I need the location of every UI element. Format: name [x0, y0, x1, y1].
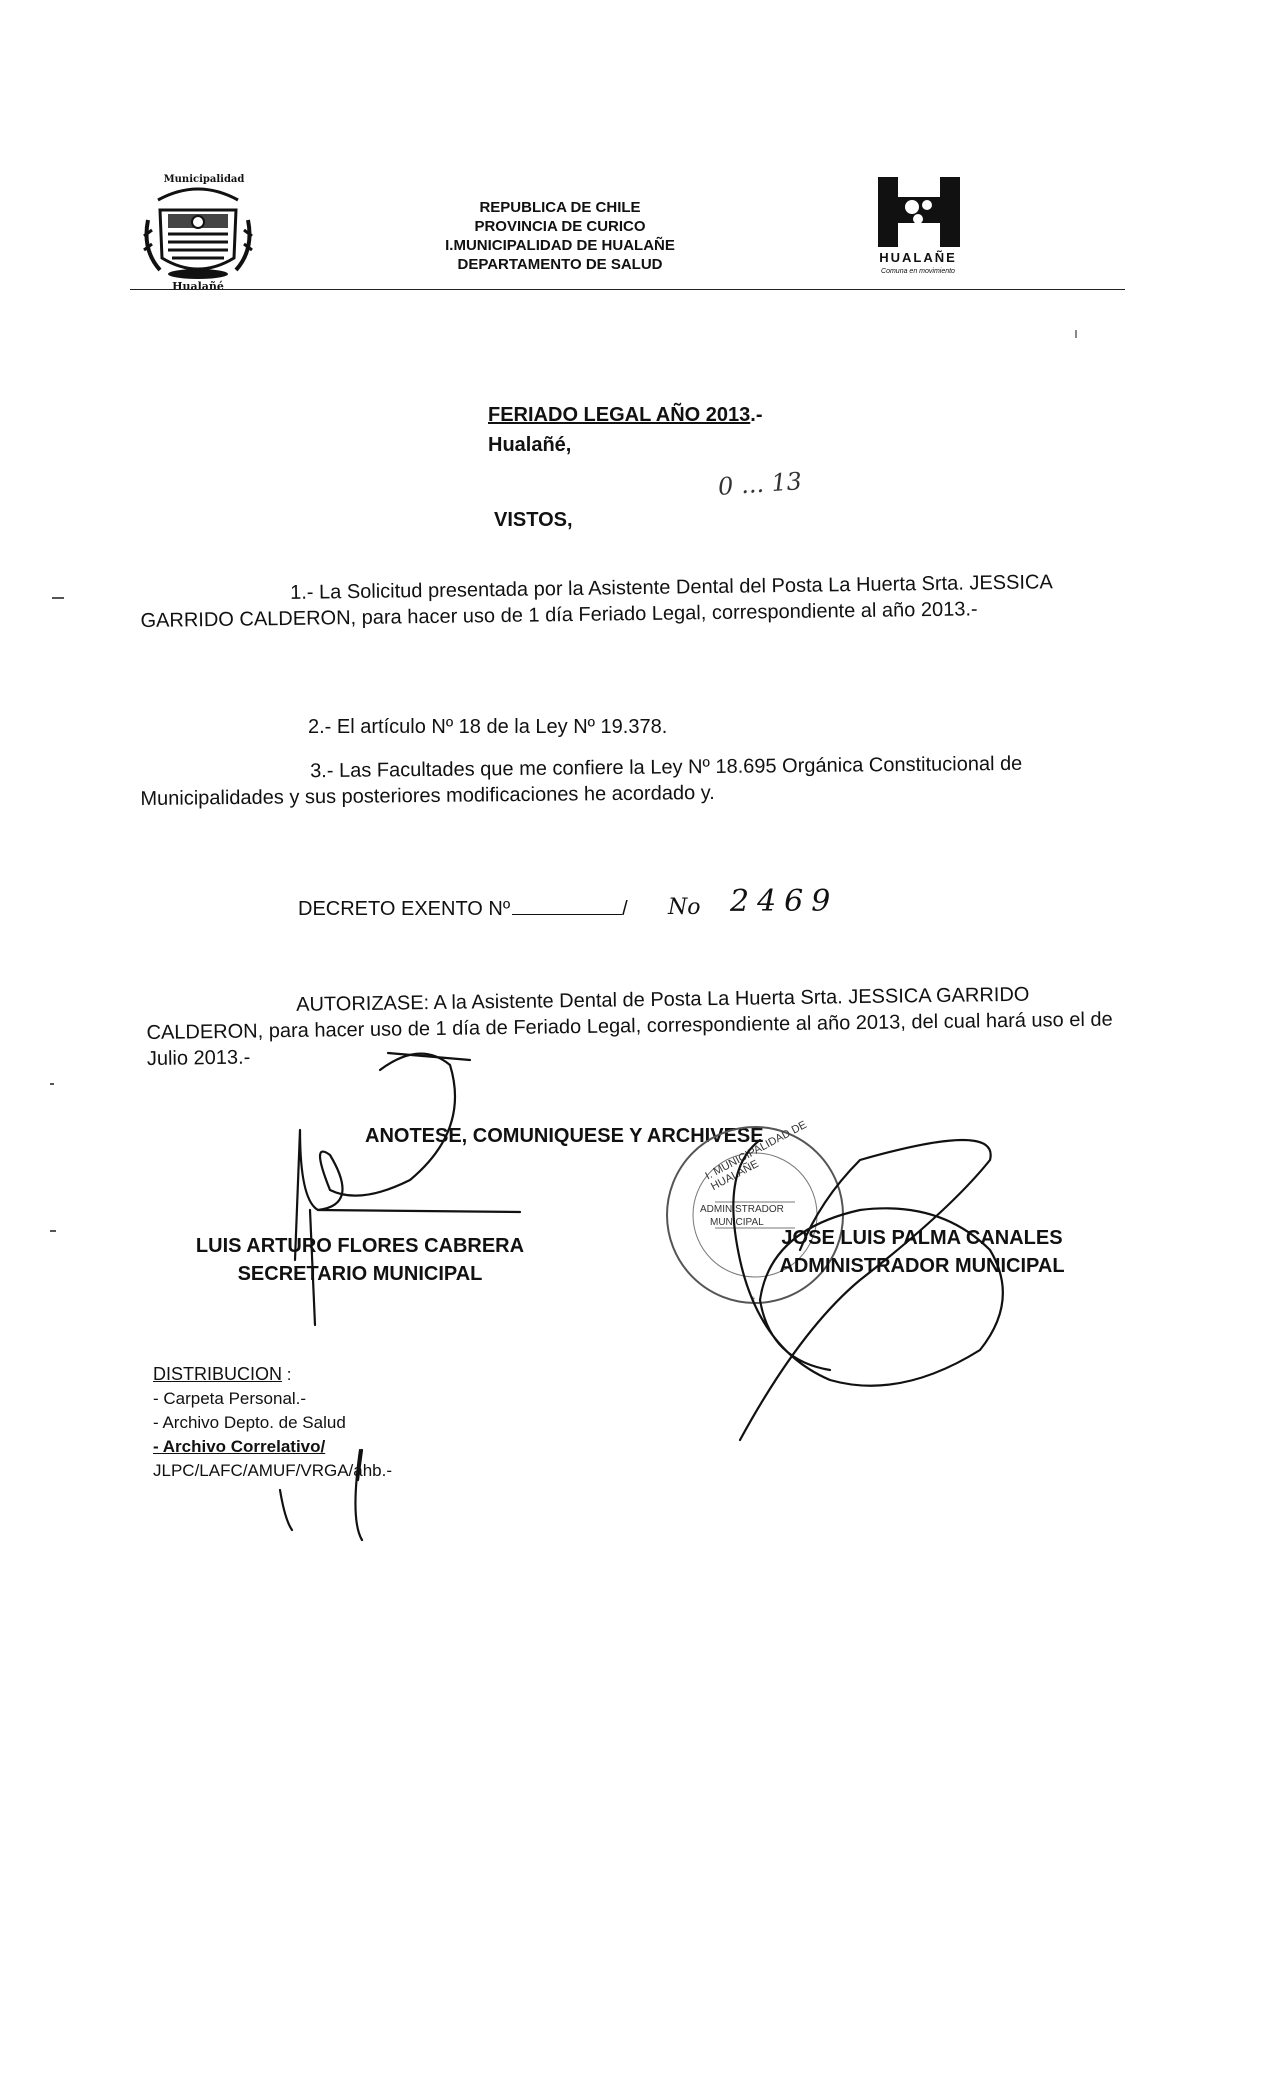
- item-2: 2.- El artículo Nº 18 de la Ley Nº 19.378.: [308, 716, 668, 738]
- decreto-label: DECRETO EXENTO Nº: [298, 898, 511, 920]
- autorizase-text: AUTORIZASE: A la Asistente Dental de Posta La Huerta Srta. JESSICA GARRIDO CALDERON, para hacer uso de 1 día de Feriado Legal, correspondiente al año 2013, del cual hará uso el de Julio 2013.-: [146, 983, 1113, 1070]
- left-signer-name: LUIS ARTURO FLORES CABRERA: [195, 1235, 525, 1257]
- stamp-ring-text: I. MUNICIPALIDAD DE HUALAÑE: [703, 1118, 809, 1193]
- margin-tick: [50, 1083, 54, 1085]
- distribution-heading-suffix: :: [282, 1365, 292, 1384]
- vistos-heading: VISTOS,: [494, 509, 573, 531]
- stamp-center-line1: ADMINISTRADOR: [700, 1204, 784, 1215]
- distribution-item-bold: - Archivo Correlativo/: [153, 1437, 326, 1456]
- title-suffix: .-: [750, 404, 763, 426]
- stamp-center-line2: MUNICIPAL: [710, 1217, 764, 1228]
- crest-top-text: Municipalidad: [163, 174, 245, 185]
- distribution-list: [153, 1362, 392, 1483]
- anotese-line: ANOTESE, COMUNIQUESE Y ARCHIVESE: [365, 1125, 764, 1147]
- decreto-handwritten-number: 2469: [730, 884, 839, 919]
- item-3-text: 3.- Las Facultades que me confiere la Ley Nº 18.695 Orgánica Constitucional de Municipalidades y sus posteriores modificaciones he acordado y.: [140, 752, 1023, 810]
- right-signer-title: ADMINISTRADOR MUNICIPAL: [779, 1255, 1065, 1277]
- crest-bottom-text: Hualañé: [172, 280, 224, 293]
- margin-tick: [50, 1230, 56, 1232]
- distribution-initials: JLPC/LAFC/AMUF/VRGA/ahb.-: [153, 1461, 393, 1480]
- margin-tick: [52, 597, 64, 599]
- letterhead-line: REPUBLICA DE CHILE: [479, 199, 641, 216]
- decreto-handwritten-prefix: No: [668, 895, 701, 920]
- logo-tagline: Comuna en movimiento: [881, 268, 955, 275]
- place-label: Hualañé,: [488, 434, 572, 456]
- svg-text:*: *: [750, 1294, 756, 1308]
- left-signature-block: [160, 1232, 560, 1288]
- right-signature-block: [722, 1224, 1122, 1280]
- decreto-sep: /: [622, 898, 628, 920]
- handwritten-date: 0 ... 13: [717, 467, 803, 501]
- left-signer-title: SECRETARIO MUNICIPAL: [237, 1263, 483, 1285]
- title-text: FERIADO LEGAL AÑO 2013: [488, 404, 751, 426]
- letterhead-line: DEPARTAMENTO DE SALUD: [457, 256, 663, 273]
- logo-name: HUALAÑE: [879, 250, 957, 265]
- letterhead-line: I.MUNICIPALIDAD DE HUALAÑE: [445, 237, 675, 254]
- distribution-item: - Archivo Depto. de Salud: [153, 1413, 346, 1432]
- right-signer-name: JOSE LUIS PALMA CANALES: [781, 1227, 1063, 1249]
- right-signature-stroke: [733, 1140, 1003, 1440]
- distribution-item: - Carpeta Personal.-: [153, 1389, 307, 1408]
- distribution-heading: DISTRIBUCION: [153, 1364, 283, 1384]
- item-1-text: 1.- La Solicitud presentada por la Asistente Dental del Posta La Huerta Srta. JESSICA GARRIDO CALDERON, para hacer uso de 1 día Feriado Legal, correspondiente al año 2013.-: [140, 571, 1052, 632]
- letterhead-line: PROVINCIA DE CURICO: [474, 218, 646, 235]
